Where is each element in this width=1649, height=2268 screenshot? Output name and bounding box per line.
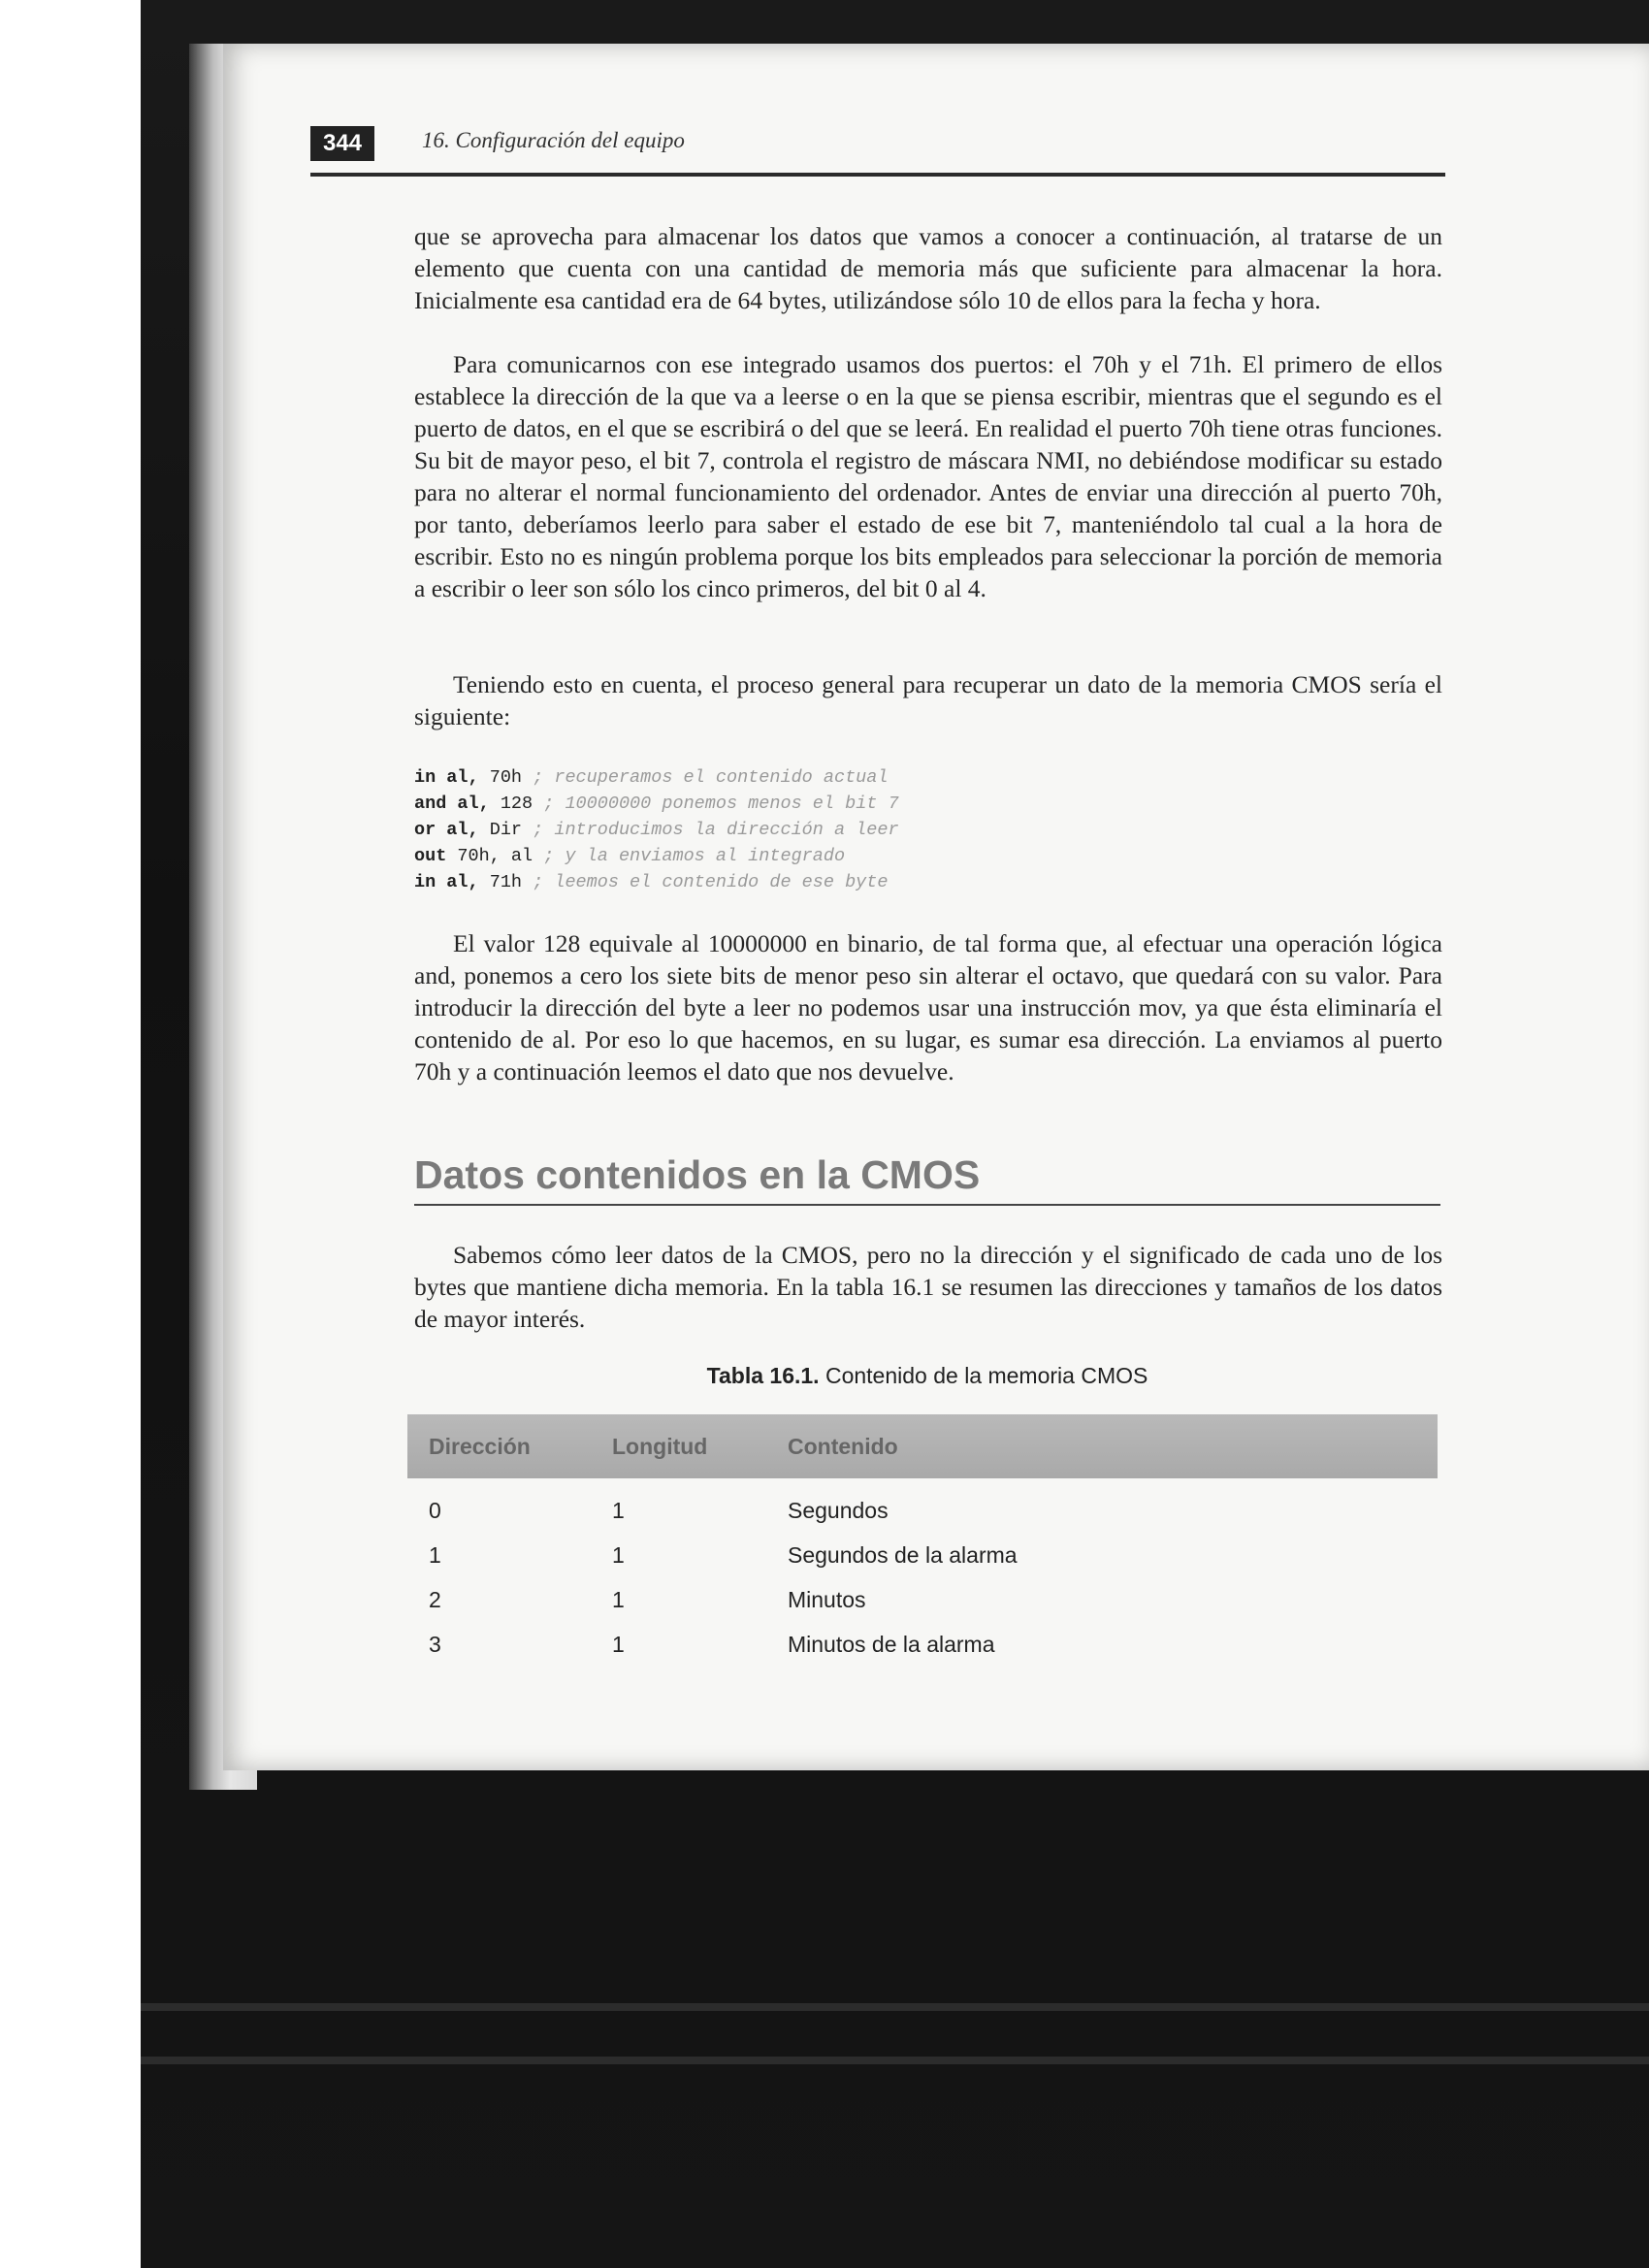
table-row (407, 1488, 1438, 1533)
paragraph: Para comunicarnos con ese integrado usamos dos puertos: el 70h y el 71h. El primero de ellos establece la dirección de la que va a leerse o en la que se piensa escribir, mientras que el segundo es el puerto de datos, en el que se escribirá o del que se leerá. En realidad el puerto 70h tiene otras funciones. Su bit de mayor peso, el bit 7, controla el registro de máscara NMI, no debiéndose modificar su estado para no alterar el normal funcionamiento del ordenador. Antes de enviar una dirección al puerto 70h, por tanto, deberíamos leerlo para saber el estado de ese bit 7, manteniéndolo tal cual a la hora de escribir. Esto no es ningún problema porque los bits empleados para seleccionar la porción de memoria a escribir o leer son sólo los cinco primeros, del bit 0 al 4. (414, 350, 1442, 602)
table-cell: 1 (612, 1632, 625, 1657)
paragraph: que se aprovecha para almacenar los datos que vamos a conocer a continuación, al tratarse de un elemento que cuenta con una cantidad de memoria más que suficiente para almacenar la hora. Inicialmente esa cantidad era de 64 bytes, utilizándose sólo 10 de ellos para la fecha y hora. (414, 222, 1442, 314)
table-cell: 0 (429, 1498, 441, 1523)
page-number: 344 (310, 126, 374, 161)
code-instruction: in al, (414, 872, 490, 892)
table-cell: 2 (429, 1587, 441, 1612)
table-cell: 1 (612, 1587, 625, 1612)
table-cell: 3 (429, 1632, 441, 1657)
code-line (414, 869, 1384, 895)
code-operand: Dir (489, 820, 523, 840)
scan-band (141, 2003, 1649, 2011)
table-cell: Segundos de la alarma (788, 1542, 1018, 1568)
code-line (414, 764, 1384, 791)
paragraph: Teniendo esto en cuenta, el proceso general para recuperar un dato de la memoria CMOS sería el siguiente: (414, 670, 1442, 730)
table-body (407, 1478, 1438, 1667)
running-head: 16. Configuración del equipo (422, 128, 685, 152)
column-header-direccion: Dirección (429, 1434, 531, 1459)
table-header-row (407, 1414, 1438, 1478)
paragraph: Sabemos cómo leer datos de la CMOS, pero no la dirección y el significado de cada uno de los bytes que mantiene dicha memoria. En la tabla 16.1 se resumen las direcciones y tamaños de los datos de mayor interés. (414, 1241, 1442, 1333)
code-instruction: or al, (414, 820, 490, 840)
code-comment: ; y la enviamos al integrado (533, 846, 846, 866)
code-operand: 128 (500, 794, 534, 814)
page-header (310, 126, 1445, 177)
code-instruction: and al, (414, 794, 501, 814)
paragraph: El valor 128 equivale al 10000000 en binario, de tal forma que, al efectuar una operación lógica and, ponemos a cero los siete bits de menor peso sin alterar el octavo, que quedará con su valor. Para introducir la dirección del byte a leer no podemos usar una instrucción mov, ya que ésta eliminaría el contenido de al. Por eso lo que hacemos, en su lugar, es sumar esa dirección. La enviamos al puerto 70h y a continuación leemos el dato que nos devuelve. (414, 929, 1442, 1085)
table-row (407, 1577, 1438, 1622)
code-comment: ; 10000000 ponemos menos el bit 7 (533, 794, 899, 814)
column-header-longitud: Longitud (612, 1434, 708, 1459)
code-line (414, 843, 1384, 869)
cmos-table (407, 1414, 1438, 1667)
code-instruction: out (414, 846, 458, 866)
section-heading: Datos contenidos en la CMOS (414, 1152, 1440, 1206)
table-cell: 1 (612, 1498, 625, 1523)
code-operand: 71h (489, 872, 523, 892)
code-operand: 70h (489, 767, 523, 788)
code-comment: ; recuperamos el contenido actual (522, 767, 889, 788)
table-cell: Minutos de la alarma (788, 1632, 995, 1657)
code-line (414, 791, 1384, 817)
table-cell: 1 (612, 1542, 625, 1568)
code-comment: ; introducimos la dirección a leer (522, 820, 899, 840)
table-row (407, 1533, 1438, 1577)
table-cell: Minutos (788, 1587, 866, 1612)
table-caption-text: Contenido de la memoria CMOS (819, 1363, 1148, 1388)
table-row (407, 1622, 1438, 1667)
code-operand: 70h, al (457, 846, 534, 866)
code-line (414, 817, 1384, 843)
table-cell: 1 (429, 1542, 441, 1568)
code-instruction: in al, (414, 767, 490, 788)
code-comment: ; leemos el contenido de ese byte (522, 872, 889, 892)
table-cell: Segundos (788, 1498, 889, 1523)
table-caption-label: Tabla 16.1. (706, 1363, 820, 1388)
table-caption (414, 1363, 1440, 1389)
code-listing (414, 764, 1384, 895)
scan-band (141, 2057, 1649, 2064)
column-header-contenido: Contenido (788, 1434, 898, 1459)
